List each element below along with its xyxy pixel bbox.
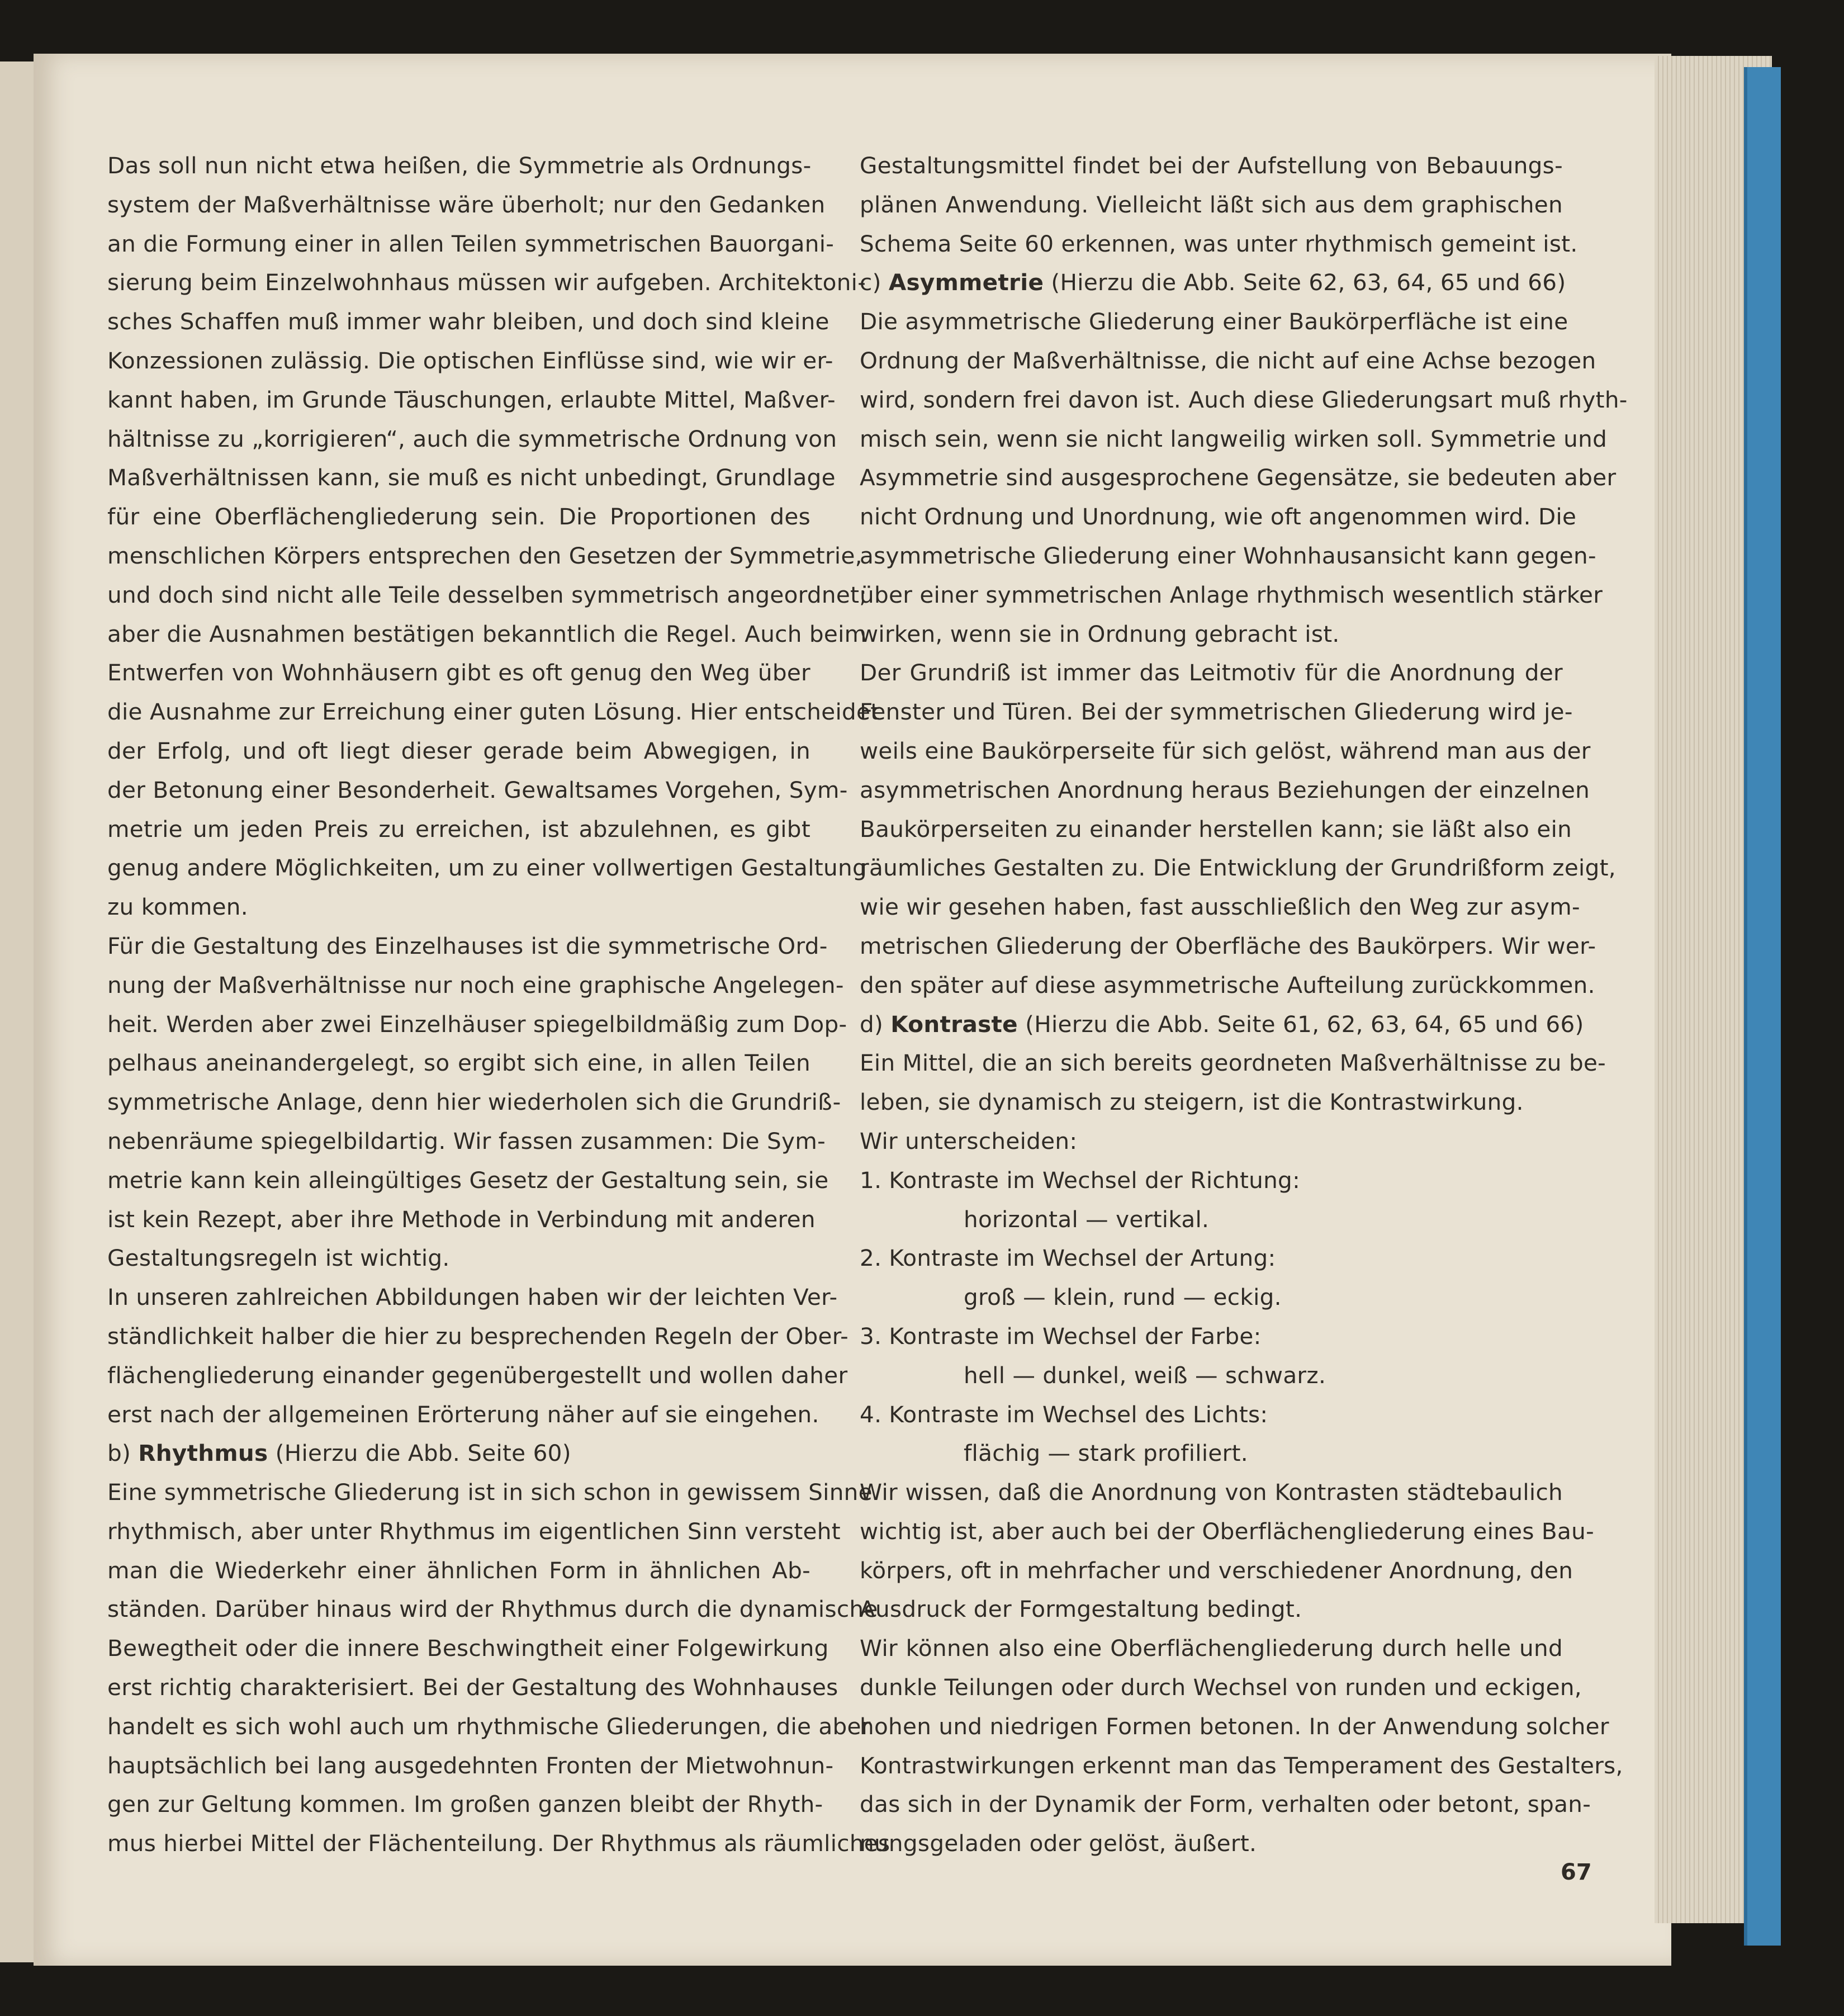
text-line: nicht Ordnung und Unordnung, wie oft angenommen wird. Die (860, 503, 1577, 531)
text-line: Kontrastwirkungen erkennt man das Temperament des Gestalters, (860, 1752, 1623, 1779)
text-line: man die Wiederkehr einer ähnlichen Form in ähnlichen Ab- (107, 1556, 810, 1584)
text-line: flächig — stark profiliert. (964, 1440, 1248, 1467)
text-line: wirken, wenn sie in Ordnung gebracht ist. (860, 620, 1340, 647)
text-line: Ordnung der Maßverhältnisse, die nicht auf eine Achse bezogen (860, 347, 1596, 374)
text-line: hauptsächlich bei lang ausgedehnten Fronten der Mietwohnun- (107, 1752, 834, 1779)
text-line: kannt haben, im Grunde Täuschungen, erlaubte Mittel, Maßver- (107, 386, 836, 413)
text-line: Für die Gestaltung des Einzelhauses ist die symmetrische Ord- (107, 932, 828, 959)
text-line: b) Rhythmus (Hierzu die Abb. Seite 60) (107, 1440, 571, 1467)
text-line: symmetrische Anlage, denn hier wiederholen sich die Grundriß- (107, 1089, 841, 1116)
text-line: den später auf diese asymmetrische Aufteilung zurückkommen. (860, 971, 1595, 998)
text-line: groß — klein, rund — eckig. (964, 1284, 1282, 1311)
text-line: hell — dunkel, weiß — schwarz. (964, 1361, 1326, 1389)
text-line: Asymmetrie sind ausgesprochene Gegensätze, sie bedeuten aber (860, 464, 1617, 491)
text-line: an die Formung einer in allen Teilen symmetrischen Bauorgani- (107, 230, 835, 257)
text-line: Wir unterscheiden: (860, 1127, 1078, 1154)
text-line: handelt es sich wohl auch um rhythmische Gliederungen, die aber (107, 1712, 871, 1740)
text-line: asymmetrischen Anordnung heraus Beziehungen der einzelnen (860, 776, 1590, 803)
text-line: und doch sind nicht alle Teile desselben symmetrisch angeordnet; (107, 581, 868, 608)
text-line: räumliches Gestalten zu. Die Entwicklung der Grundrißform zeigt, (860, 854, 1616, 882)
text-line: flächengliederung einander gegenübergestellt und wollen daher (107, 1361, 848, 1389)
text-line: rhythmisch, aber unter Rhythmus im eigentlichen Sinn versteht (107, 1517, 841, 1545)
text-column-right (860, 146, 1628, 1863)
text-line: der Betonung einer Besonderheit. Gewaltsames Vorgehen, Sym- (107, 776, 848, 803)
text-line: Die asymmetrische Gliederung einer Baukörperfläche ist eine (860, 308, 1568, 335)
text-column-left (107, 146, 890, 1863)
text-line: ständlichkeit halber die hier zu besprechenden Regeln der Ober- (107, 1322, 849, 1350)
text-line: Bewegtheit oder die innere Beschwingtheit einer Folgewirkung (107, 1635, 829, 1662)
text-line: weils eine Baukörperseite für sich gelöst, während man aus der (860, 737, 1591, 764)
book-cover (1744, 67, 1781, 1946)
text-line: genug andere Möglichkeiten, um zu einer vollwertigen Gestaltung (107, 854, 867, 882)
text-line: der Erfolg, und oft liegt dieser gerade beim Abwegigen, in (107, 737, 810, 764)
text-line: Gestaltungsmittel findet bei der Aufstellung von Bebauungs- (860, 152, 1563, 179)
text-line: heit. Werden aber zwei Einzelhäuser spiegelbildmäßig zum Dop- (107, 1010, 847, 1038)
text-line: misch sein, wenn sie nicht langweilig wirken soll. Symmetrie und (860, 425, 1608, 452)
text-line: Konzessionen zulässig. Die optischen Einflüsse sind, wie wir er- (107, 347, 833, 374)
text-line: hältnisse zu „korrigieren“, auch die symmetrische Ordnung von (107, 425, 837, 452)
text-line: Entwerfen von Wohnhäusern gibt es oft genug den Weg über (107, 659, 810, 687)
text-line: asymmetrische Gliederung einer Wohnhausansicht kann gegen- (860, 542, 1596, 569)
text-line: nungsgeladen oder gelöst, äußert. (860, 1830, 1257, 1857)
text-line: erst nach der allgemeinen Erörterung näher auf sie eingehen. (107, 1400, 819, 1428)
text-line: hohen und niedrigen Formen betonen. In der Anwendung solcher (860, 1712, 1609, 1740)
text-line: über einer symmetrischen Anlage rhythmisch wesentlich stärker (860, 581, 1603, 608)
text-line: aber die Ausnahmen bestätigen bekanntlich die Regel. Auch beim (107, 620, 867, 647)
text-line: metrie um jeden Preis zu erreichen, ist abzulehnen, es gibt (107, 815, 810, 843)
text-line: Schema Seite 60 erkennen, was unter rhythmisch gemeint ist. (860, 230, 1578, 257)
text-line: wichtig ist, aber auch bei der Oberflächengliederung eines Bau- (860, 1517, 1595, 1545)
text-line: 3. Kontraste im Wechsel der Farbe: (860, 1322, 1262, 1350)
text-line: körpers, oft in mehrfacher und verschiedener Anordnung, den (860, 1556, 1573, 1584)
text-line: ständen. Darüber hinaus wird der Rhythmus durch die dynamische (107, 1596, 878, 1623)
text-line: erst richtig charakterisiert. Bei der Gestaltung des Wohnhauses (107, 1674, 838, 1701)
text-line: die Ausnahme zur Erreichung einer guten Lösung. Hier entscheidet (107, 698, 880, 726)
text-line: menschlichen Körpers entsprechen den Gesetzen der Symmetrie, (107, 542, 862, 569)
text-line: Wir wissen, daß die Anordnung von Kontrasten städtebaulich (860, 1479, 1563, 1506)
text-line: d) Kontraste (Hierzu die Abb. Seite 61, 62, 63, 64, 65 und 66) (860, 1010, 1584, 1038)
text-line: sierung beim Einzelwohnhaus müssen wir aufgeben. Architektoni- (107, 269, 866, 296)
text-line: ist kein Rezept, aber ihre Methode in Verbindung mit anderen (107, 1205, 816, 1233)
text-line: 2. Kontraste im Wechsel der Artung: (860, 1244, 1276, 1272)
text-line: mus hierbei Mittel der Flächenteilung. Der Rhythmus als räumliches (107, 1830, 890, 1857)
text-line: das sich in der Dynamik der Form, verhalten oder betont, span- (860, 1791, 1591, 1818)
text-line: plänen Anwendung. Vielleicht läßt sich aus dem graphischen (860, 191, 1563, 218)
text-line: Der Grundriß ist immer das Leitmotiv für die Anordnung der (860, 659, 1563, 687)
text-line: pelhaus aneinandergelegt, so ergibt sich eine, in allen Teilen (107, 1049, 810, 1077)
text-line: wie wir gesehen haben, fast ausschließlich den Weg zur asym- (860, 893, 1580, 921)
text-line: metrischen Gliederung der Oberfläche des Baukörpers. Wir wer- (860, 932, 1596, 959)
page-number: 67 (1561, 1859, 1592, 1885)
text-line: c) Asymmetrie (Hierzu die Abb. Seite 62, 63, 64, 65 und 66) (860, 269, 1566, 296)
text-line: metrie kann kein alleingültiges Gesetz der Gestaltung sein, sie (107, 1166, 829, 1194)
text-line: Ausdruck der Formgestaltung bedingt. (860, 1596, 1302, 1623)
text-line: horizontal — vertikal. (964, 1205, 1210, 1233)
text-line: Eine symmetrische Gliederung ist in sich schon in gewissem Sinne (107, 1479, 873, 1506)
text-line: 1. Kontraste im Wechsel der Richtung: (860, 1166, 1301, 1194)
text-line: system der Maßverhältnisse wäre überholt; nur den Gedanken (107, 191, 826, 218)
text-line: zu kommen. (107, 893, 248, 921)
text-line: nung der Maßverhältnisse nur noch eine graphische Angelegen- (107, 971, 844, 998)
text-line: gen zur Geltung kommen. Im großen ganzen bleibt der Rhyth- (107, 1791, 823, 1818)
text-line: leben, sie dynamisch zu steigern, ist die Kontrastwirkung. (860, 1089, 1524, 1116)
text-line: 4. Kontraste im Wechsel des Lichts: (860, 1400, 1268, 1428)
text-line: Gestaltungsregeln ist wichtig. (107, 1244, 450, 1272)
text-line: für eine Oberflächengliederung sein. Die Proportionen des (107, 503, 810, 531)
text-line: Maßverhältnissen kann, sie muß es nicht unbedingt, Grundlage (107, 464, 836, 491)
text-line: Das soll nun nicht etwa heißen, die Symmetrie als Ordnungs- (107, 152, 812, 179)
text-line: wird, sondern frei davon ist. Auch diese Gliederungsart muß rhyth- (860, 386, 1628, 413)
text-line: Wir können also eine Oberflächengliederung durch helle und (860, 1635, 1563, 1662)
text-line: nebenräume spiegelbildartig. Wir fassen zusammen: Die Sym- (107, 1127, 826, 1154)
text-line: sches Schaffen muß immer wahr bleiben, und doch sind kleine (107, 308, 829, 335)
text-line: Baukörperseiten zu einander herstellen kann; sie läßt also ein (860, 815, 1572, 843)
text-line: In unseren zahlreichen Abbildungen haben wir der leichten Ver- (107, 1284, 838, 1311)
text-line: dunkle Teilungen oder durch Wechsel von runden und eckigen, (860, 1674, 1582, 1701)
text-line: Ein Mittel, die an sich bereits geordneten Maßverhältnisse zu be- (860, 1049, 1606, 1077)
text-line: Fenster und Türen. Bei der symmetrischen Gliederung wird je- (860, 698, 1573, 726)
